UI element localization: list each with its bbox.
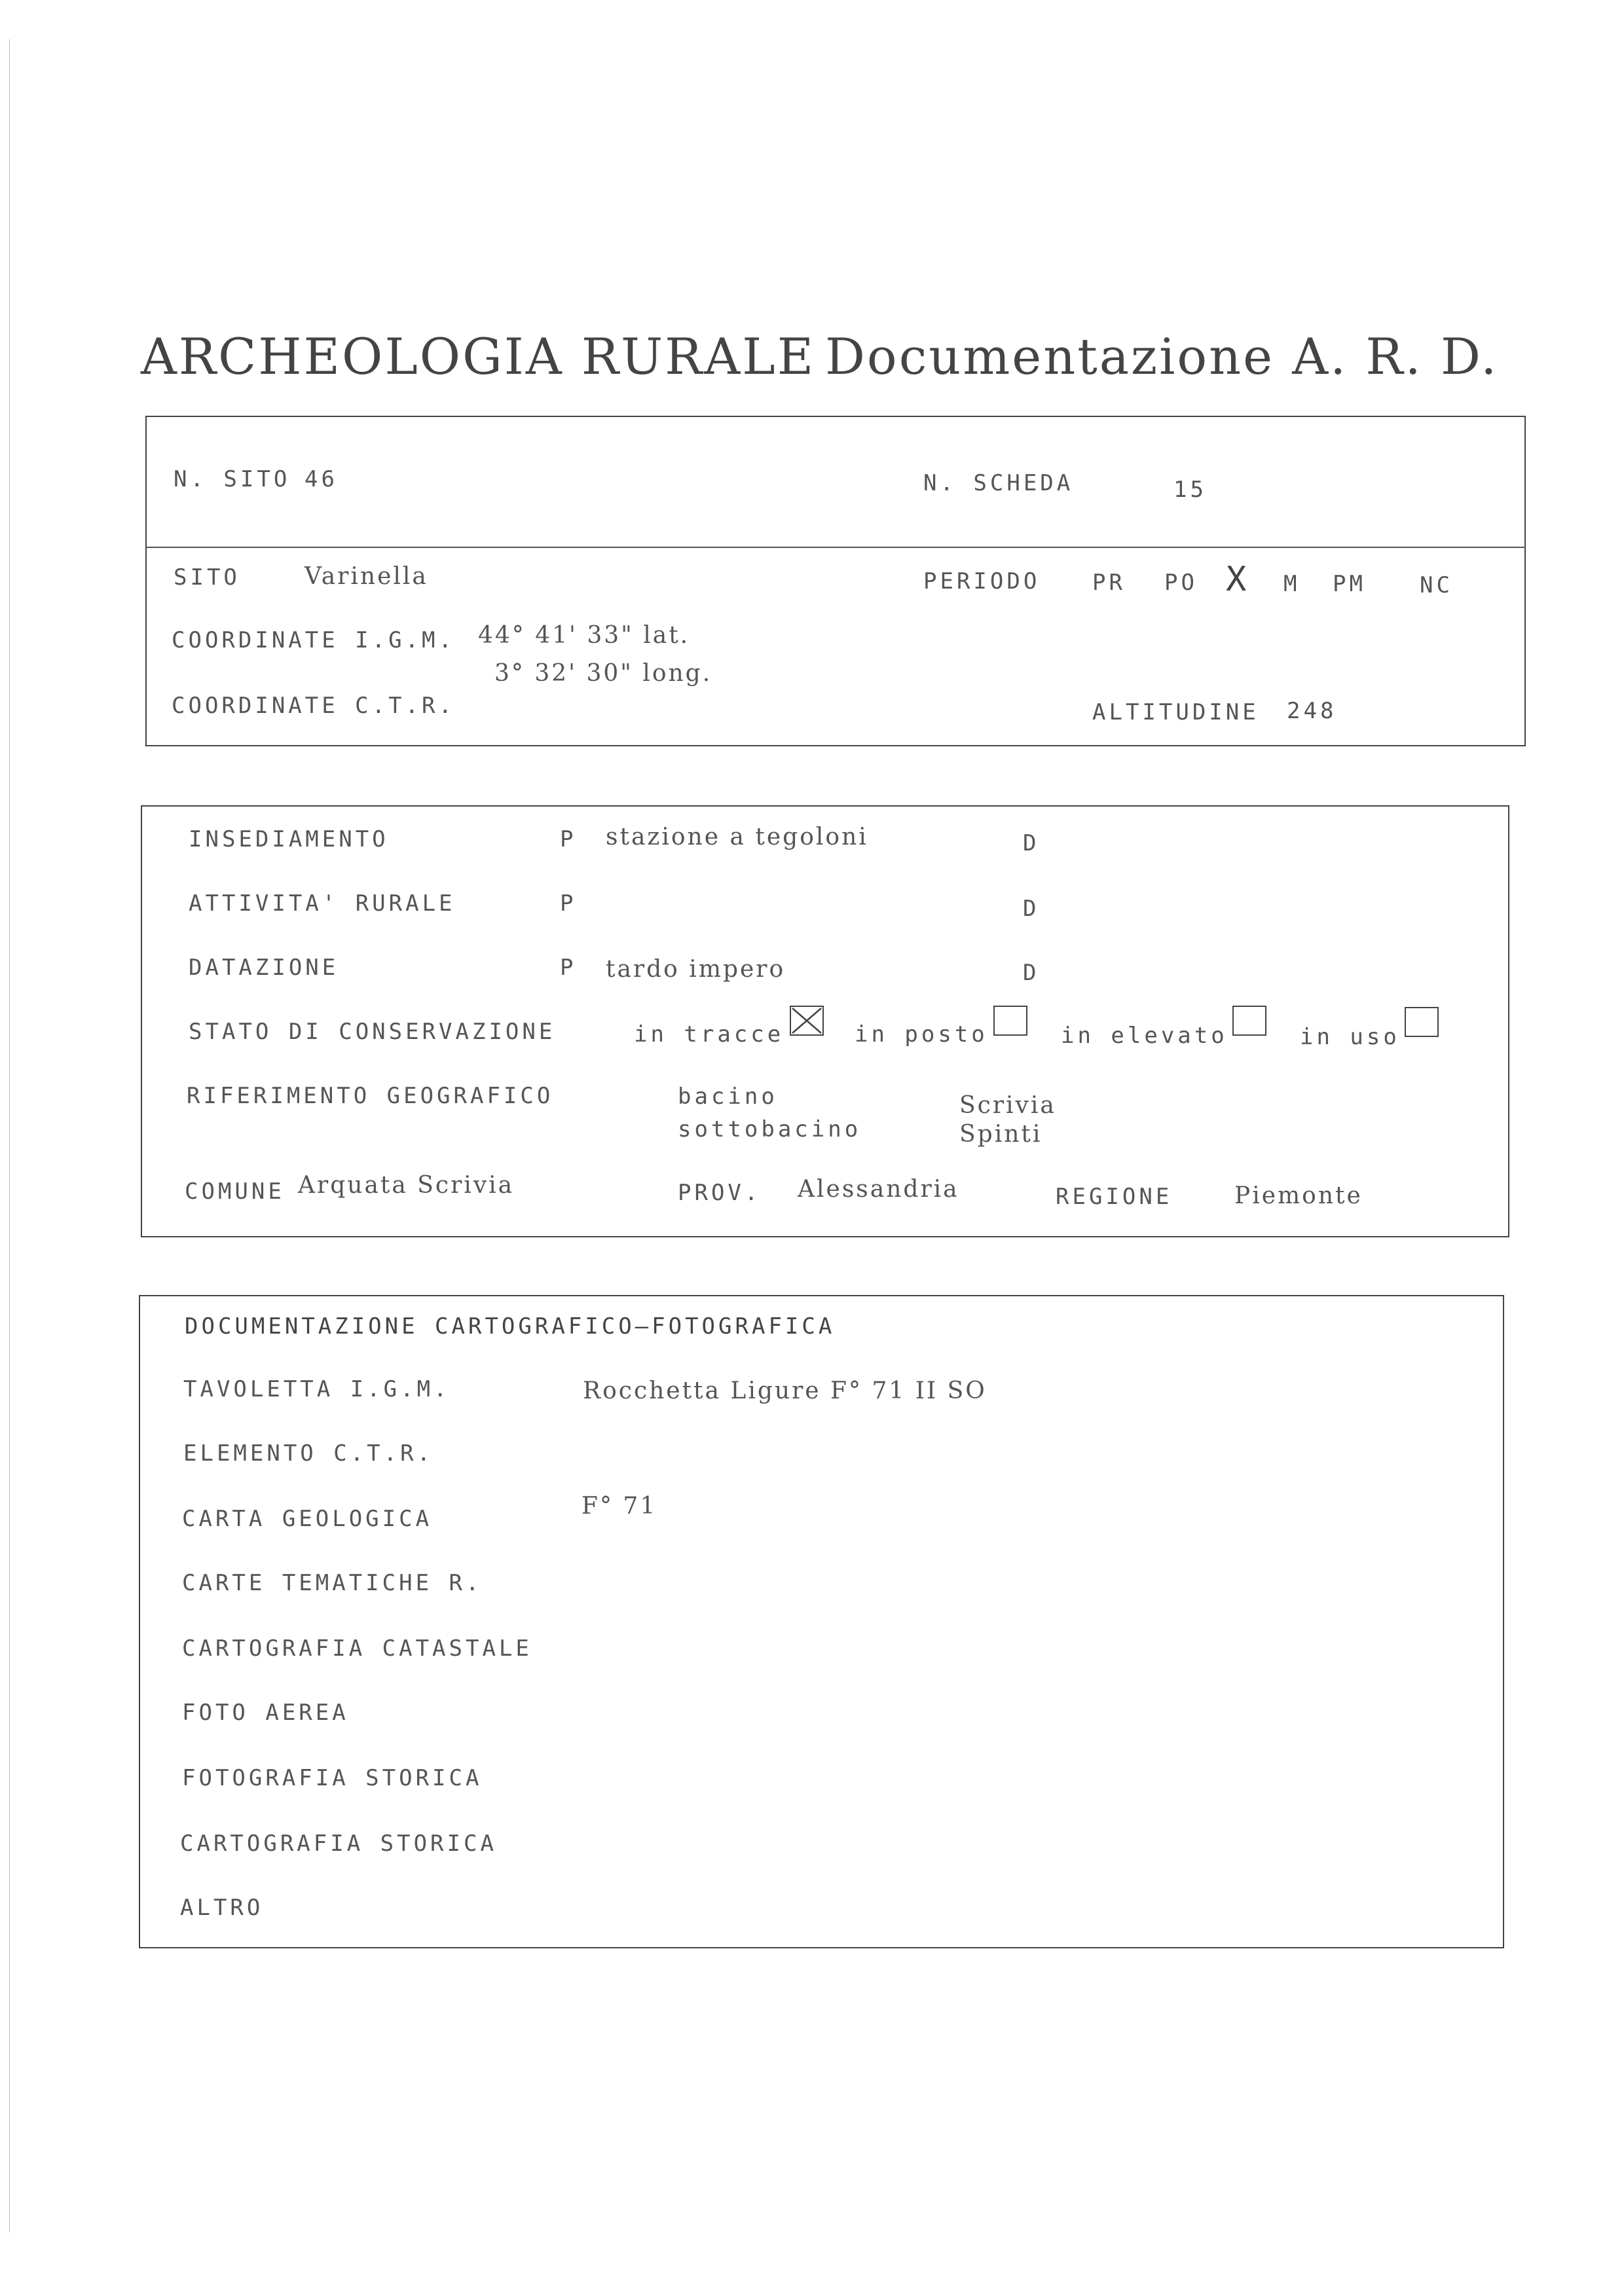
tavoletta-igm-label: TAVOLETTA I.G.M. <box>183 1376 451 1402</box>
periodo-option-m[interactable]: M <box>1283 571 1301 597</box>
datazione-d: D <box>1023 960 1040 986</box>
carta-geologica-value: F° 71 <box>581 1493 657 1520</box>
stato-in-uso-label: in uso <box>1300 1024 1400 1050</box>
form-title-right: Documentazione A. R. D. <box>825 327 1499 386</box>
comune-label: COMUNE <box>185 1178 285 1205</box>
insediamento-p: P <box>560 826 577 852</box>
periodo-option-po[interactable]: PO <box>1164 570 1198 596</box>
datazione-value: tardo impero <box>606 956 786 983</box>
periodo-option-pm[interactable]: PM <box>1333 571 1366 597</box>
coord-ctr-label: COORDINATE C.T.R. <box>172 693 455 719</box>
sottobacino-label: sottobacino <box>678 1116 862 1142</box>
tavoletta-igm-value: Rocchetta Ligure F° 71 II SO <box>583 1377 987 1404</box>
sito-value: Varinella <box>304 563 428 590</box>
datazione-p: P <box>560 955 577 981</box>
riferimento-geografico-label: RIFERIMENTO GEOGRAFICO <box>187 1083 554 1109</box>
site-box-divider <box>145 547 1526 548</box>
coord-long-value: 3° 32' 30" long. <box>494 660 712 687</box>
stato-in-tracce-checkbox[interactable] <box>790 1006 824 1036</box>
elemento-ctr-label: ELEMENTO C.T.R. <box>183 1440 434 1467</box>
regione-label: REGIONE <box>1056 1184 1173 1210</box>
altitudine-label: ALTITUDINE <box>1092 699 1259 725</box>
sito-label: SITO <box>174 564 240 591</box>
altitudine-value: 248 <box>1287 698 1337 724</box>
form-title-left: ARCHEOLOGIA RURALE <box>141 327 816 386</box>
insediamento-value: stazione a tegoloni <box>606 824 868 850</box>
cartografia-storica-label: CARTOGRAFIA STORICA <box>180 1831 497 1857</box>
attivita-p: P <box>560 890 577 917</box>
periodo-label: PERIODO <box>923 568 1041 594</box>
prov-label: PROV. <box>678 1180 762 1206</box>
coord-lat-value: 44° 41' 33" lat. <box>478 622 690 649</box>
scan-margin-line <box>9 39 10 2232</box>
attivita-d: D <box>1023 896 1040 922</box>
stato-in-tracce-label: in tracce <box>634 1021 784 1048</box>
stato-in-posto-checkbox[interactable] <box>993 1006 1027 1036</box>
attivita-rurale-label: ATTIVITA' RURALE <box>189 890 456 917</box>
stato-in-elevato-checkbox[interactable] <box>1232 1006 1266 1036</box>
n-sito-value: 46 <box>304 466 338 492</box>
bacino-value: Scrivia <box>959 1092 1056 1119</box>
periodo-option-pr[interactable]: PR <box>1092 570 1126 596</box>
periodo-check-mark: X <box>1226 560 1247 599</box>
prov-value: Alessandria <box>798 1176 959 1203</box>
periodo-option-nc[interactable]: NC <box>1420 572 1453 598</box>
n-scheda-value: 15 <box>1173 477 1207 503</box>
carta-geologica-label: CARTA GEOLOGICA <box>182 1506 433 1532</box>
insediamento-label: INSEDIAMENTO <box>189 826 389 852</box>
foto-aerea-label: FOTO AEREA <box>182 1700 349 1726</box>
checked-x-icon <box>791 1007 822 1034</box>
sottobacino-value: Spinti <box>959 1121 1043 1148</box>
stato-in-uso-checkbox[interactable] <box>1405 1007 1439 1037</box>
insediamento-d: D <box>1023 830 1040 856</box>
regione-value: Piemonte <box>1234 1182 1363 1209</box>
altro-label: ALTRO <box>180 1895 264 1921</box>
stato-in-elevato-label: in elevato <box>1061 1023 1228 1049</box>
comune-value: Arquata Scrivia <box>298 1172 515 1199</box>
coord-igm-label: COORDINATE I.G.M. <box>172 627 455 653</box>
bacino-label: bacino <box>678 1084 778 1110</box>
stato-in-posto-label: in posto <box>855 1021 988 1048</box>
n-sito-label: N. SITO <box>174 466 291 492</box>
cartografia-catastale-label: CARTOGRAFIA CATASTALE <box>182 1635 532 1662</box>
datazione-label: DATAZIONE <box>189 955 339 981</box>
n-scheda-label: N. SCHEDA <box>923 470 1074 496</box>
carte-tematiche-label: CARTE TEMATICHE R. <box>182 1570 483 1596</box>
stato-conservazione-label: STATO DI CONSERVAZIONE <box>189 1019 556 1045</box>
fotografia-storica-label: FOTOGRAFIA STORICA <box>182 1765 483 1791</box>
doc-cartografica-heading: DOCUMENTAZIONE CARTOGRAFICO—FOTOGRAFICA <box>185 1313 836 1339</box>
